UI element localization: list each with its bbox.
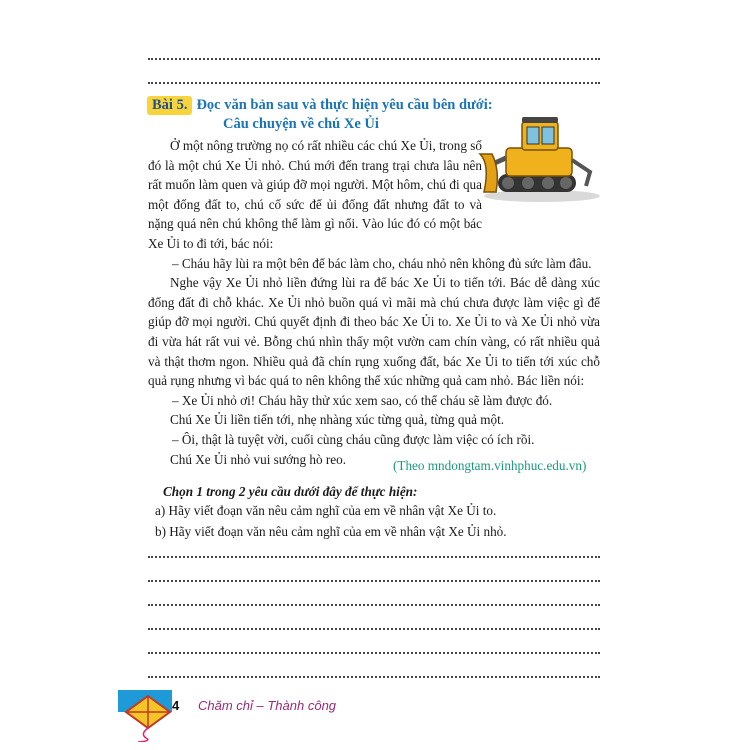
task-option-a: a) Hãy viết đoạn văn nêu cảm nghĩ của em về nhân vật Xe Ủi to. [155, 503, 497, 518]
answer-line [148, 628, 600, 630]
page-number: 4 [172, 698, 180, 713]
story-dialogue: – Cháu hãy lùi ra một bên để bác làm cho, cháu nhỏ nên không đủ sức làm đâu. [172, 255, 592, 271]
answer-line [148, 652, 600, 654]
story-dialogue: – Ôi, thật là tuyệt vời, cuối cùng cháu cũng được làm việc có ích rồi. [172, 431, 535, 447]
task-option-b: b) Hãy viết đoạn văn nêu cảm nghĩ của em về nhân vật Xe Ủi nhỏ. [155, 524, 507, 539]
story-title: Câu chuyện về chú Xe Ủi [223, 116, 379, 132]
answer-line [148, 676, 600, 678]
story-paragraph: Nghe vậy Xe Ủi nhỏ liền đứng lùi ra để bác Xe Ủi to tiến tới. Bác dễ dàng xúc đống đất đi chỗ khác. Xe Ủi nhỏ buồn quá vì mãi mà chú chưa được làm việc gì để giúp đỡ mọi người. Chú quyết định đi theo bác Xe Ủi to. Xe Ủi to và Xe Ủi nhỏ vừa đi vừa hát rất vui vẻ. Bỗng chú nhìn thấy một vườn cam chín vàng, có rất nhiều quả và thật thơm ngon. Nhiều quả đã chín rụng xuống đất, bác Xe Ủi to tiến tới xúc chỗ quả rụng nhưng vì bác quá to nên không thể xúc những quả cam nhỏ. Bác liền nói: [148, 275, 600, 389]
footer-motto: Chăm chỉ – Thành công [198, 698, 337, 713]
exercise-heading [147, 96, 493, 115]
answer-line [148, 556, 600, 558]
story-text [148, 136, 600, 469]
story-paragraph: Ở một nông trường nọ có rất nhiều các chú Xe Ủi, trong số đó là một chú Xe Ủi nhỏ. Chú mới đến trang trại chưa lâu nên rất muốn làm quen và giúp đỡ mọi người. Một hôm, chú đi qua một đống đất to, chú cố sức để ủi đống đất nhưng đất to và nặng quá nên chú không thể làm gì nổi. Vào lúc đó có một bác Xe Ủi to đi tới, bác nói: [148, 138, 482, 251]
story-paragraph: Chú Xe Ủi liền tiến tới, nhẹ nhàng xúc từng quả, từng quả một. [170, 412, 505, 428]
writing-line [148, 58, 600, 60]
story-dialogue: – Xe Ủi nhỏ ơi! Cháu hãy thử xúc xem sao, có thể cháu sẽ làm được đó. [172, 392, 553, 408]
writing-line [148, 82, 600, 84]
answer-line [148, 580, 600, 582]
story-source: (Theo mndongtam.vinhphuc.edu.vn) [393, 458, 587, 473]
task-title: Chọn 1 trong 2 yêu cầu dưới đây để thực hiện: [163, 484, 418, 499]
story-paragraph: Chú Xe Ủi nhỏ vui sướng hò reo. [170, 451, 347, 467]
exercise-instruction: Đọc văn bản sau và thực hiện yêu cầu bên dưới: [196, 97, 493, 113]
answer-line [148, 604, 600, 606]
exercise-label: Bài 5. [147, 96, 192, 115]
kite-icon [118, 692, 178, 742]
